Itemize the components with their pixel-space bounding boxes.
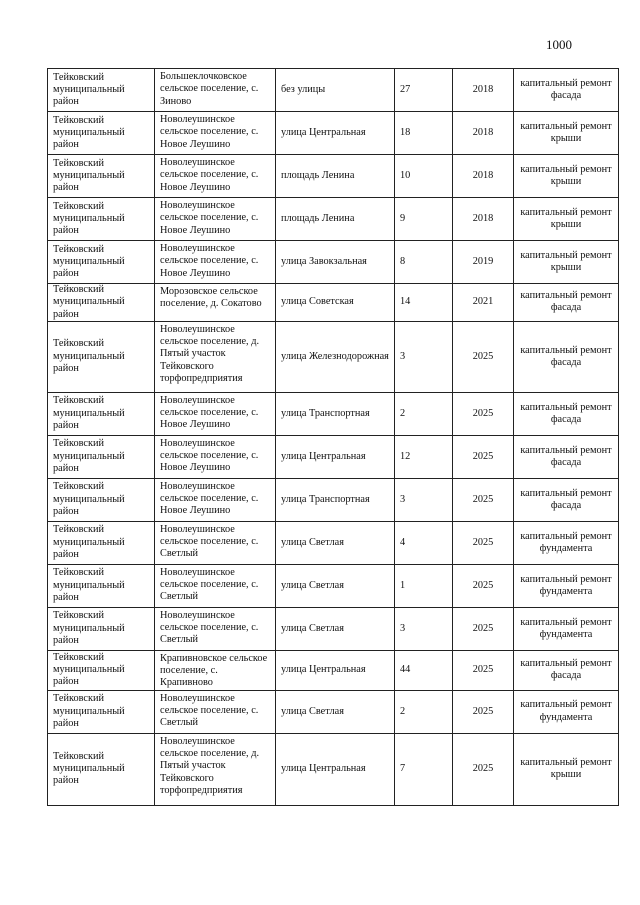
table-row (48, 521, 619, 564)
district-cell: Тейковский муниципальный район (48, 112, 155, 155)
district-cell: Тейковский муниципальный район (48, 321, 155, 392)
settlement-cell: Новолеушинское сельское поселение, д. Пятый участок Тейковского торфопредприятия (155, 321, 276, 392)
house-number-cell: 2 (395, 392, 453, 435)
district-cell: Тейковский муниципальный район (48, 198, 155, 241)
street-cell: без улицы (276, 69, 395, 112)
house-number-cell: 4 (395, 521, 453, 564)
settlement-cell: Большеклочковское сельское поселение, с. Зиново (155, 69, 276, 112)
work-type-cell: капитальный ремонт фундамента (514, 521, 619, 564)
work-type-cell: капитальный ремонт крыши (514, 733, 619, 805)
street-cell: улица Железнодорожная (276, 321, 395, 392)
year-cell: 2025 (453, 478, 514, 521)
table-row (48, 155, 619, 198)
work-type-cell: капитальный ремонт крыши (514, 112, 619, 155)
house-number-cell: 2 (395, 690, 453, 733)
settlement-cell: Новолеушинское сельское поселение, с. Новое Леушино (155, 478, 276, 521)
house-number-cell: 9 (395, 198, 453, 241)
street-cell: улица Центральная (276, 650, 395, 690)
street-cell: улица Центральная (276, 435, 395, 478)
year-cell: 2025 (453, 521, 514, 564)
work-type-cell: капитальный ремонт фундамента (514, 690, 619, 733)
house-number-cell: 1 (395, 564, 453, 607)
year-cell: 2025 (453, 650, 514, 690)
settlement-cell: Новолеушинское сельское поселение, с. Новое Леушино (155, 241, 276, 284)
settlement-cell: Новолеушинское сельское поселение, с. Новое Леушино (155, 392, 276, 435)
page-number: 1000 (546, 37, 572, 52)
street-cell: улица Завокзальная (276, 241, 395, 284)
work-type-cell: капитальный ремонт фундамента (514, 564, 619, 607)
district-cell: Тейковский муниципальный район (48, 435, 155, 478)
street-cell: улица Светлая (276, 564, 395, 607)
district-cell: Тейковский муниципальный район (48, 155, 155, 198)
settlement-cell: Новолеушинское сельское поселение, с. Новое Леушино (155, 112, 276, 155)
work-type-cell: капитальный ремонт фундамента (514, 607, 619, 650)
table-row (48, 478, 619, 521)
table-row (48, 607, 619, 650)
street-cell: улица Светлая (276, 607, 395, 650)
table-row (48, 392, 619, 435)
district-cell: Тейковский муниципальный район (48, 284, 155, 322)
work-type-cell: капитальный ремонт фасада (514, 392, 619, 435)
house-number-cell: 3 (395, 321, 453, 392)
year-cell: 2025 (453, 392, 514, 435)
table-row (48, 241, 619, 284)
settlement-cell: Новолеушинское сельское поселение, с. Новое Леушино (155, 435, 276, 478)
year-cell: 2018 (453, 155, 514, 198)
settlement-cell: Новолеушинское сельское поселение, с. Новое Леушино (155, 198, 276, 241)
house-number-cell: 3 (395, 478, 453, 521)
street-cell: улица Центральная (276, 112, 395, 155)
district-cell: Тейковский муниципальный район (48, 241, 155, 284)
year-cell: 2025 (453, 733, 514, 805)
house-number-cell: 18 (395, 112, 453, 155)
district-cell: Тейковский муниципальный район (48, 69, 155, 112)
work-type-cell: капитальный ремонт крыши (514, 198, 619, 241)
house-number-cell: 8 (395, 241, 453, 284)
table-row (48, 564, 619, 607)
year-cell: 2021 (453, 284, 514, 322)
work-type-cell: капитальный ремонт крыши (514, 155, 619, 198)
table-row (48, 690, 619, 733)
house-number-cell: 3 (395, 607, 453, 650)
repair-schedule-table (47, 68, 619, 806)
year-cell: 2025 (453, 321, 514, 392)
house-number-cell: 44 (395, 650, 453, 690)
house-number-cell: 12 (395, 435, 453, 478)
district-cell: Тейковский муниципальный район (48, 564, 155, 607)
house-number-cell: 10 (395, 155, 453, 198)
street-cell: площадь Ленина (276, 155, 395, 198)
settlement-cell: Новолеушинское сельское поселение, с. Светлый (155, 564, 276, 607)
work-type-cell: капитальный ремонт фасада (514, 69, 619, 112)
district-cell: Тейковский муниципальный район (48, 650, 155, 690)
table-row (48, 733, 619, 805)
table-row (48, 321, 619, 392)
work-type-cell: капитальный ремонт крыши (514, 241, 619, 284)
year-cell: 2018 (453, 69, 514, 112)
work-type-cell: капитальный ремонт фасада (514, 478, 619, 521)
settlement-cell: Новолеушинское сельское поселение, д. Пятый участок Тейковского торфопредприятия (155, 733, 276, 805)
settlement-cell: Новолеушинское сельское поселение, с. Новое Леушино (155, 155, 276, 198)
table-row (48, 69, 619, 112)
work-type-cell: капитальный ремонт фасада (514, 435, 619, 478)
year-cell: 2018 (453, 112, 514, 155)
settlement-cell: Крапивновское сельское поселение, с. Крапивново (155, 650, 276, 690)
district-cell: Тейковский муниципальный район (48, 521, 155, 564)
year-cell: 2025 (453, 435, 514, 478)
work-type-cell: капитальный ремонт фасада (514, 650, 619, 690)
street-cell: улица Центральная (276, 733, 395, 805)
street-cell: улица Светлая (276, 690, 395, 733)
table-row (48, 198, 619, 241)
year-cell: 2025 (453, 564, 514, 607)
table-row (48, 650, 619, 690)
district-cell: Тейковский муниципальный район (48, 690, 155, 733)
year-cell: 2018 (453, 198, 514, 241)
year-cell: 2025 (453, 607, 514, 650)
house-number-cell: 14 (395, 284, 453, 322)
street-cell: улица Транспортная (276, 478, 395, 521)
table-row (48, 435, 619, 478)
settlement-cell: Новолеушинское сельское поселение, с. Светлый (155, 607, 276, 650)
house-number-cell: 7 (395, 733, 453, 805)
year-cell: 2019 (453, 241, 514, 284)
work-type-cell: капитальный ремонт фасада (514, 284, 619, 322)
table-row (48, 112, 619, 155)
district-cell: Тейковский муниципальный район (48, 607, 155, 650)
house-number-cell: 27 (395, 69, 453, 112)
settlement-cell: Новолеушинское сельское поселение, с. Светлый (155, 690, 276, 733)
settlement-cell: Морозовское сельское поселение, д. Сокатово (155, 284, 276, 322)
district-cell: Тейковский муниципальный район (48, 392, 155, 435)
street-cell: улица Светлая (276, 521, 395, 564)
district-cell: Тейковский муниципальный район (48, 478, 155, 521)
street-cell: площадь Ленина (276, 198, 395, 241)
district-cell: Тейковский муниципальный район (48, 733, 155, 805)
year-cell: 2025 (453, 690, 514, 733)
street-cell: улица Советская (276, 284, 395, 322)
street-cell: улица Транспортная (276, 392, 395, 435)
table-row (48, 284, 619, 322)
table-body (48, 69, 619, 806)
work-type-cell: капитальный ремонт фасада (514, 321, 619, 392)
settlement-cell: Новолеушинское сельское поселение, с. Светлый (155, 521, 276, 564)
